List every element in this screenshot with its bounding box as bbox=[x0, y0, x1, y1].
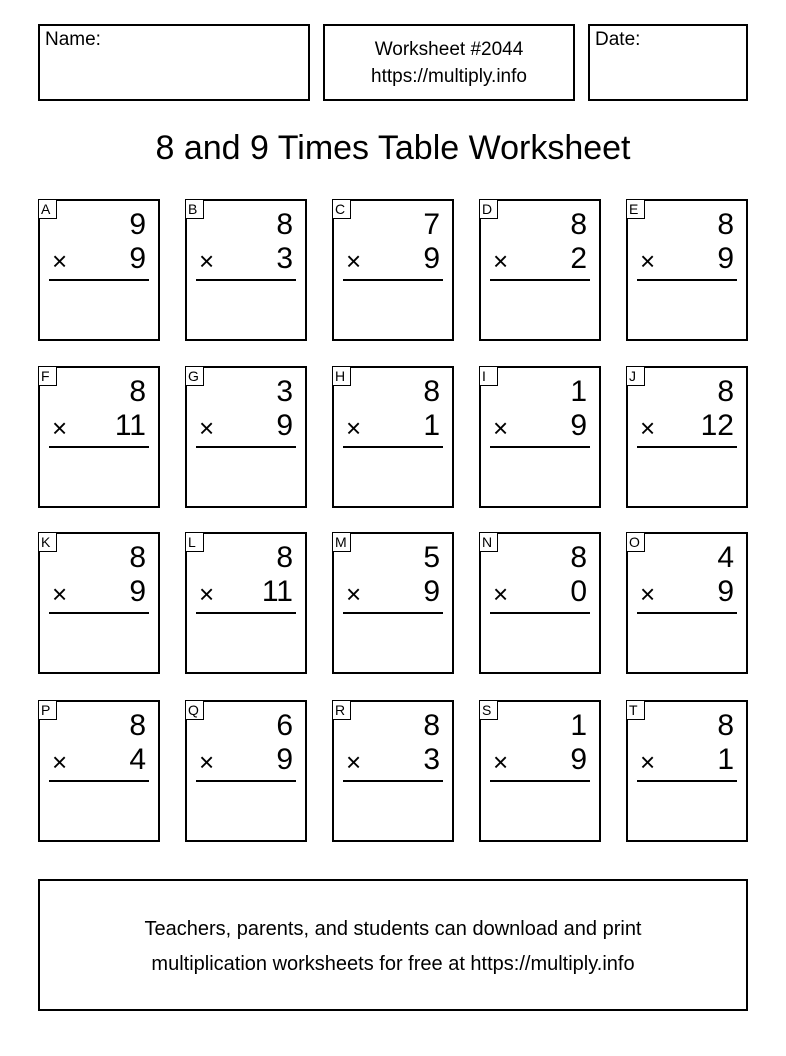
answer-line bbox=[490, 279, 590, 281]
problem-top-number: 8 bbox=[129, 375, 146, 408]
date-label: Date: bbox=[595, 29, 641, 50]
problem-card bbox=[185, 366, 307, 508]
answer-line bbox=[49, 612, 149, 614]
times-sign: × bbox=[640, 413, 656, 443]
times-sign: × bbox=[52, 246, 68, 276]
problem-letter: G bbox=[185, 366, 204, 386]
times-sign: × bbox=[346, 246, 362, 276]
problem-card bbox=[332, 366, 454, 508]
problem-card bbox=[38, 700, 160, 842]
footer-line-1: Teachers, parents, and students can download and print bbox=[144, 918, 642, 940]
times-sign: × bbox=[199, 747, 215, 777]
problem-letter: P bbox=[38, 700, 57, 720]
problem-bottom-number: 9 bbox=[129, 575, 146, 608]
problem-bottom-number: 9 bbox=[129, 242, 146, 275]
problem-card bbox=[479, 199, 601, 341]
problem-card bbox=[185, 700, 307, 842]
answer-line bbox=[637, 446, 737, 448]
times-sign: × bbox=[640, 747, 656, 777]
name-label: Name: bbox=[45, 29, 101, 50]
problem-top-number: 8 bbox=[129, 541, 146, 574]
answer-line bbox=[637, 780, 737, 782]
problem-bottom-number: 4 bbox=[129, 743, 146, 776]
problem-top-number: 9 bbox=[129, 208, 146, 241]
problem-card bbox=[332, 199, 454, 341]
times-sign: × bbox=[52, 413, 68, 443]
problem-card bbox=[626, 199, 748, 341]
problem-letter: F bbox=[38, 366, 57, 386]
problem-bottom-number: 9 bbox=[276, 409, 293, 442]
answer-line bbox=[490, 780, 590, 782]
problem-letter: C bbox=[332, 199, 351, 219]
problem-card bbox=[38, 366, 160, 508]
problem-letter: T bbox=[626, 700, 645, 720]
problem-bottom-number: 11 bbox=[261, 575, 293, 608]
footer-box bbox=[38, 879, 748, 1011]
answer-line bbox=[196, 780, 296, 782]
problem-letter: A bbox=[38, 199, 57, 219]
times-sign: × bbox=[199, 246, 215, 276]
problem-bottom-number: 11 bbox=[114, 409, 146, 442]
problem-letter: Q bbox=[185, 700, 204, 720]
problem-card bbox=[38, 532, 160, 674]
problem-top-number: 8 bbox=[276, 541, 293, 574]
problem-bottom-number: 9 bbox=[423, 242, 440, 275]
problem-card bbox=[332, 700, 454, 842]
times-sign: × bbox=[199, 579, 215, 609]
problem-card bbox=[185, 532, 307, 674]
problem-bottom-number: 1 bbox=[717, 743, 734, 776]
worksheet-url: https://multiply.info bbox=[371, 66, 527, 87]
problem-top-number: 3 bbox=[276, 375, 293, 408]
answer-line bbox=[49, 780, 149, 782]
worksheet-number: Worksheet #2044 bbox=[374, 39, 524, 60]
problem-top-number: 8 bbox=[717, 208, 734, 241]
problem-top-number: 1 bbox=[570, 375, 587, 408]
times-sign: × bbox=[640, 246, 656, 276]
problem-letter: R bbox=[332, 700, 351, 720]
answer-line bbox=[343, 446, 443, 448]
answer-line bbox=[196, 612, 296, 614]
problem-letter: J bbox=[626, 366, 645, 386]
answer-line bbox=[637, 612, 737, 614]
problem-bottom-number: 12 bbox=[700, 409, 734, 442]
problem-bottom-number: 3 bbox=[276, 242, 293, 275]
answer-line bbox=[637, 279, 737, 281]
times-sign: × bbox=[199, 413, 215, 443]
times-sign: × bbox=[346, 413, 362, 443]
times-sign: × bbox=[346, 579, 362, 609]
problem-bottom-number: 3 bbox=[423, 743, 440, 776]
problem-letter: L bbox=[185, 532, 204, 552]
problem-top-number: 8 bbox=[276, 208, 293, 241]
times-sign: × bbox=[493, 413, 509, 443]
times-sign: × bbox=[640, 579, 656, 609]
problem-top-number: 8 bbox=[423, 375, 440, 408]
problem-letter: I bbox=[479, 366, 498, 386]
problem-letter: O bbox=[626, 532, 645, 552]
answer-line bbox=[343, 279, 443, 281]
problem-card bbox=[38, 199, 160, 341]
problem-bottom-number: 9 bbox=[717, 575, 734, 608]
answer-line bbox=[196, 279, 296, 281]
problem-bottom-number: 9 bbox=[570, 743, 587, 776]
problem-letter: B bbox=[185, 199, 204, 219]
problem-bottom-number: 9 bbox=[276, 743, 293, 776]
problem-top-number: 8 bbox=[570, 208, 587, 241]
problem-letter: H bbox=[332, 366, 351, 386]
problem-top-number: 8 bbox=[717, 375, 734, 408]
times-sign: × bbox=[493, 579, 509, 609]
problem-card bbox=[479, 532, 601, 674]
answer-line bbox=[196, 446, 296, 448]
answer-line bbox=[490, 612, 590, 614]
answer-line bbox=[49, 279, 149, 281]
footer-line-2: multiplication worksheets for free at https://multiply.info bbox=[151, 953, 635, 975]
answer-line bbox=[49, 446, 149, 448]
problem-bottom-number: 9 bbox=[570, 409, 587, 442]
problem-letter: E bbox=[626, 199, 645, 219]
problem-bottom-number: 9 bbox=[423, 575, 440, 608]
problem-card bbox=[479, 700, 601, 842]
problem-card bbox=[332, 532, 454, 674]
problem-card bbox=[479, 366, 601, 508]
answer-line bbox=[343, 612, 443, 614]
problem-card bbox=[626, 366, 748, 508]
problem-letter: N bbox=[479, 532, 498, 552]
times-sign: × bbox=[493, 246, 509, 276]
page-title: 8 and 9 Times Table Worksheet bbox=[155, 129, 631, 167]
answer-line bbox=[343, 780, 443, 782]
problem-letter: M bbox=[332, 532, 351, 552]
problem-card bbox=[626, 700, 748, 842]
problem-top-number: 6 bbox=[276, 709, 293, 742]
problem-bottom-number: 9 bbox=[717, 242, 734, 275]
problem-letter: D bbox=[479, 199, 498, 219]
problem-top-number: 7 bbox=[423, 208, 440, 241]
problem-top-number: 8 bbox=[129, 709, 146, 742]
problem-letter: S bbox=[479, 700, 498, 720]
problem-top-number: 8 bbox=[570, 541, 587, 574]
problem-bottom-number: 0 bbox=[570, 575, 587, 608]
problem-card bbox=[185, 199, 307, 341]
answer-line bbox=[490, 446, 590, 448]
problem-top-number: 4 bbox=[717, 541, 734, 574]
problem-bottom-number: 2 bbox=[570, 242, 587, 275]
times-sign: × bbox=[52, 747, 68, 777]
problem-top-number: 8 bbox=[423, 709, 440, 742]
times-sign: × bbox=[493, 747, 509, 777]
problem-letter: K bbox=[38, 532, 57, 552]
problem-top-number: 8 bbox=[717, 709, 734, 742]
times-sign: × bbox=[52, 579, 68, 609]
problem-bottom-number: 1 bbox=[423, 409, 440, 442]
problem-card bbox=[626, 532, 748, 674]
problem-top-number: 1 bbox=[570, 709, 587, 742]
times-sign: × bbox=[346, 747, 362, 777]
problem-top-number: 5 bbox=[423, 541, 440, 574]
